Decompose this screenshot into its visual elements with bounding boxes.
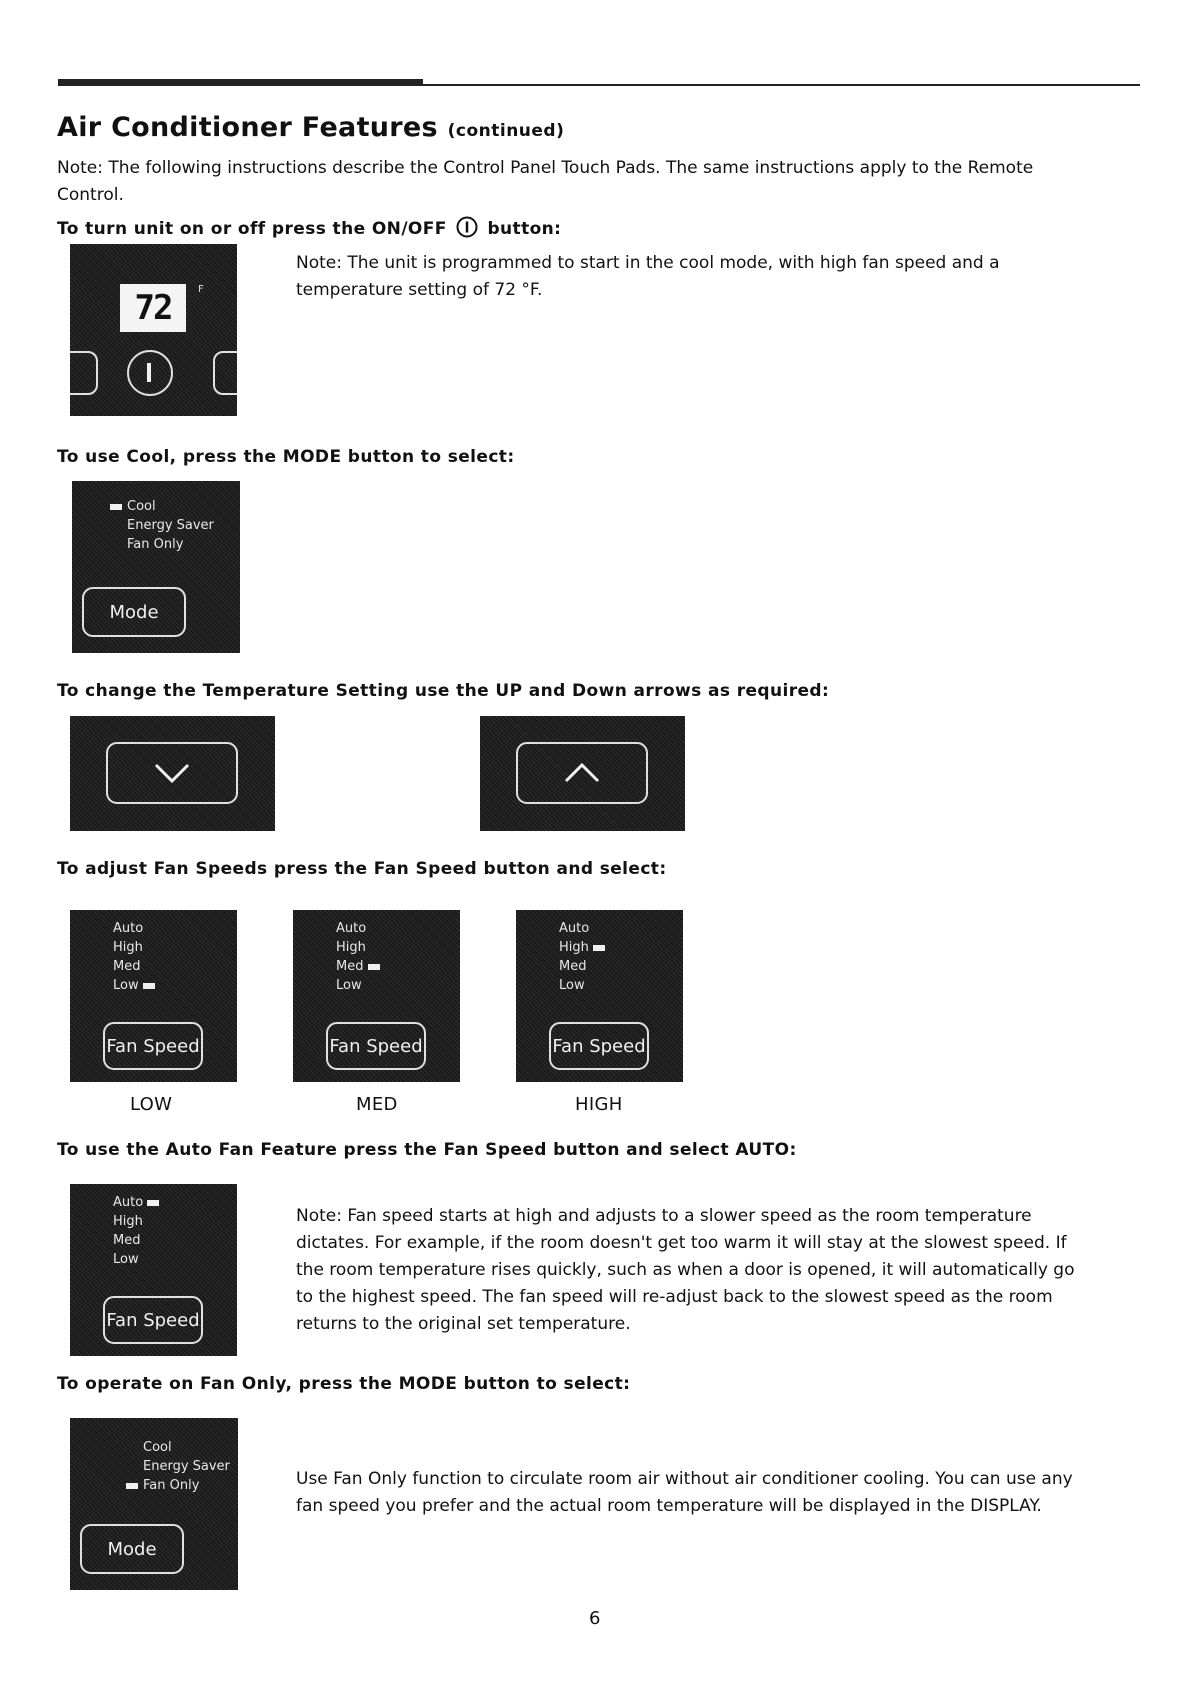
right-button-edge [213,351,237,395]
fan-level-list [559,919,605,995]
caption-med: MED [356,1094,398,1115]
caption-low: LOW [130,1094,173,1115]
fan-level-low: Low [113,976,155,995]
mode-item-cool: Cool [127,497,214,516]
mode-indicator [110,504,122,510]
caption-high: HIGH [575,1094,623,1115]
mode-item-energy-saver: Energy Saver [143,1459,230,1474]
display-unit: F [198,284,204,295]
fan-level-med: Med [559,959,587,974]
mode-button[interactable]: Mode [82,587,186,637]
fan-speed-button[interactable]: Fan Speed [103,1296,203,1344]
fan-level-med: Med [336,957,380,976]
header-rule [58,84,1140,86]
fan-speed-heading: To adjust Fan Speeds press the Fan Speed button and select: [57,859,667,879]
power-note: Note: The unit is programmed to start in the cool mode, with high fan speed and a temperature setting of 72 °F. [296,253,1000,300]
fan-panel-med [293,910,460,1082]
fan-level-auto: Auto [336,921,367,936]
fan-level-low: Low [336,978,362,993]
fan-level-auto: Auto [559,921,590,936]
chevron-down-icon [152,761,192,785]
fan-level-med: Med [113,959,141,974]
fan-level-high: High [559,938,605,957]
power-icon [456,216,478,238]
speed-indicator [143,983,155,989]
fan-only-note: Use Fan Only function to circulate room air without air conditioner cooling. You can use any fan speed you prefer and the actual room temperature will be displayed in the DISPLAY. [296,1469,1073,1516]
mode-item-cool: Cool [143,1440,172,1455]
cool-mode-panel [72,481,240,653]
left-button-edge [70,351,98,395]
power-heading [57,216,561,239]
mode-button[interactable]: Mode [80,1524,184,1574]
fan-level-med: Med [113,1233,141,1248]
temperature-heading: To change the Temperature Setting use the UP and Down arrows as required: [57,681,830,701]
fan-speed-button[interactable]: Fan Speed [549,1022,649,1070]
fan-only-heading: To operate on Fan Only, press the MODE button to select: [57,1374,631,1394]
chevron-up-icon [562,761,602,785]
cool-mode-list [127,497,214,554]
page-title-text: Air Conditioner Features [57,112,438,143]
down-arrow-button[interactable] [106,742,238,804]
fan-panel-high [516,910,683,1082]
fan-level-list [113,919,155,995]
fan-panel-low [70,910,237,1082]
fan-level-list [336,919,380,995]
fan-level-high: High [336,940,366,955]
power-button-icon [147,363,151,382]
speed-indicator [593,945,605,951]
down-arrow-panel [70,716,275,831]
auto-fan-note: Note: Fan speed starts at high and adjusts to a slower speed as the room temperature dictates. For example, if the room doesn't get too warm it will stay at the slowest speed. If the room temperature rises quickly, such as when a door is opened, it will automatically go to the highest speed. The fan speed will re-adjust back to the slowest speed as the room returns to the original set temperature. [296,1206,1075,1334]
fan-speed-button[interactable]: Fan Speed [326,1022,426,1070]
mode-item-fan-only: Fan Only [127,537,184,552]
fan-only-mode-list [143,1438,230,1495]
up-arrow-panel [480,716,685,831]
fan-level-auto: Auto [113,1193,159,1212]
fan-level-low: Low [559,978,585,993]
temperature-display: 72 [120,284,186,332]
cool-heading: To use Cool, press the MODE button to select: [57,447,515,467]
power-heading-suffix: button: [487,219,562,239]
page-title-suffix: (continued) [447,121,565,141]
up-arrow-button[interactable] [516,742,648,804]
fan-level-low: Low [113,1252,139,1267]
fan-only-mode-panel [70,1418,238,1590]
power-panel [70,244,237,416]
power-button[interactable] [127,350,173,396]
mode-item-energy-saver: Energy Saver [127,518,214,533]
mode-indicator [126,1483,138,1489]
power-heading-text: To turn unit on or off press the ON/OFF [57,219,447,239]
mode-item-fan-only: Fan Only [143,1476,230,1495]
page-number: 6 [589,1608,601,1629]
fan-level-high: High [113,940,143,955]
fan-speed-button[interactable]: Fan Speed [103,1022,203,1070]
auto-fan-heading: To use the Auto Fan Feature press the Fan Speed button and select AUTO: [57,1140,797,1160]
speed-indicator [147,1200,159,1206]
fan-level-list [113,1193,159,1269]
intro-note: Note: The following instructions describe the Control Panel Touch Pads. The same instructions apply to the Remote Control. [57,158,1034,205]
page-title [57,112,564,143]
fan-level-auto: Auto [113,921,144,936]
speed-indicator [368,964,380,970]
fan-panel-auto [70,1184,237,1356]
fan-level-high: High [113,1214,143,1229]
